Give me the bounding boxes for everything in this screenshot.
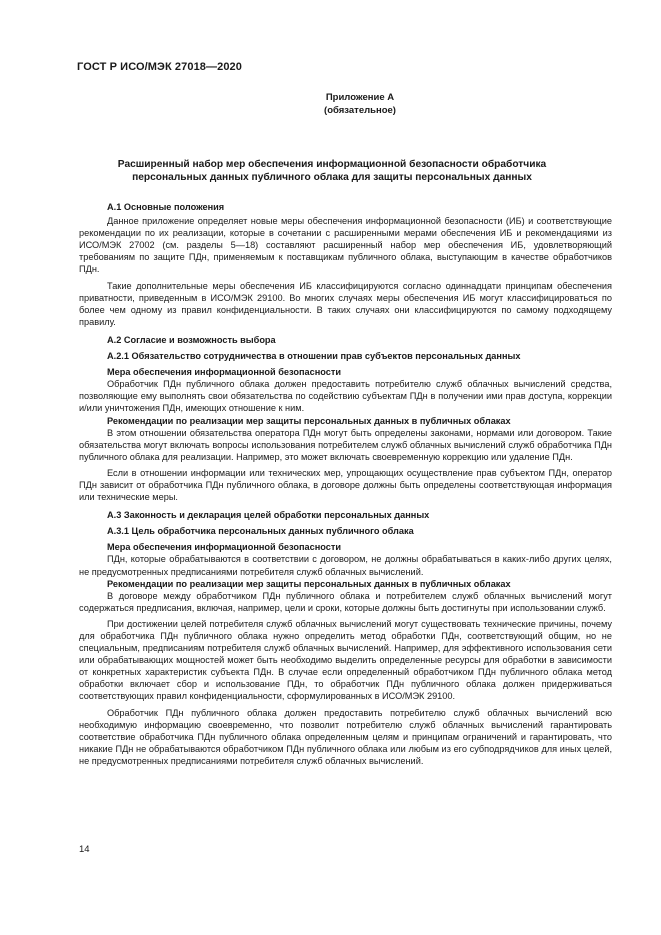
section-a31-paragraph-2: В договоре между обработчиком ПДн публичного облака и потребителем служб облачных вычислений могут содержаться предписания, включая, например, цели и сроки, которые должны быть достигнуты при использовании служб. [79, 590, 612, 613]
annex-heading [200, 92, 520, 117]
section-a31-paragraph-4: Обработчик ПДн публичного облака должен предоставить потребителю служб облачных вычислений всю необходимую информацию своевременно, что позволит потребителю служб облачных вычислений гарантировать соответствие обработчика ПДн публичного облака определенным целям и принципам ограничений и гарантировать, что никакие ПДн не обрабатываются обработчиком ПДн публичного облака или любым из его субподрядчиков для иных целей, не предусмотренных предписаниями потребителя служб облачных вычислений. [79, 707, 612, 766]
section-a21-paragraph-3: Если в отношении информации или технических мер, упрощающих осуществление прав субъектом ПДн, оператор ПДн зависит от обработчика ПДн публичного облака, в договоре должны быть определены соответствующая информация или технические меры. [79, 467, 612, 503]
section-a2-heading: А.2 Согласие и возможность выбора [107, 334, 276, 345]
section-a21-measure-label: Мера обеспечения информационной безопасности [107, 367, 342, 378]
section-a31-recommendations-label: Рекомендации по реализации мер защиты персональных данных в публичных облаках [107, 578, 511, 589]
section-a21-heading: А.2.1 Обязательство сотрудничества в отношении прав субъектов персональных данных [107, 351, 521, 362]
page-number: 14 [79, 844, 90, 855]
section-a31-measure-label: Мера обеспечения информационной безопасности [107, 542, 342, 553]
annex-title-line-2: персональных данных публичного облака для защиты персональных данных [132, 172, 532, 183]
section-a21-paragraph-1: Обработчик ПДн публичного облака должен предоставить потребителю служб облачных вычислений средства, позволяющие ему выполнять свои обязательства по содействию субъектам ПДн в получении ими прав доступа, коррекции и/или уничтожения ПДн, имеющих отношение к ним. [79, 379, 612, 414]
annex-title [92, 158, 572, 184]
section-a31-paragraph-1: ПДн, которые обрабатываются в соответствии с договором, не должны обрабатываться в каких-либо других целях, не предусмотренных предписаниями потребителя служб облачных вычислений. [79, 554, 612, 577]
section-a21-paragraph-2: В этом отношении обязательства оператора ПДн могут быть определены законами, нормами или договором. Такие обязательства могут включать вопросы использования потребителем служб облачных вычислений служб обработчика ПДн публичного облака для реализации. Например, это может включать своевременную коррекцию или удаление ПДн. [79, 427, 612, 462]
standard-title: ГОСТ Р ИСО/МЭК 27018—2020 [77, 61, 242, 73]
section-a21-recommendations-label: Рекомендации по реализации мер защиты персональных данных в публичных облаках [107, 415, 511, 426]
annex-title-line-1: Расширенный набор мер обеспечения информационной безопасности обработчика [117, 159, 547, 170]
section-a3-heading: А.3 Законность и декларация целей обработки персональных данных [107, 510, 430, 521]
annex-body [79, 201, 612, 767]
annex-status: (обязательное) [324, 104, 396, 116]
section-a31-heading: А.3.1 Цель обработчика персональных данных публичного облака [107, 526, 414, 537]
section-a1-paragraph-2: Такие дополнительные меры обеспечения ИБ классифицируются согласно одиннадцати принципам обеспечения приватности, приведенным в ИСО/МЭК 29100. Во многих случаях меры обеспечения ИБ могут классифицироваться по более чем одному из правил конфиденциальности. В таких случаях они классифицируются по самому подходящему правилу. [79, 280, 612, 327]
section-a1-paragraph-1: Данное приложение определяет новые меры обеспечения информационной безопасности (ИБ) и соответствующие рекомендации по их реализации, которые в сочетании с расширенными мерами обеспечения ИБ и рекомендациями из ИСО/МЭК 27002 (см. разделы 5—18) составляют расширенный набор мер обеспечения ИБ, удовлетворяющий требованиям по защите ПДн, применяемым к поставщикам публичного облака, выступающим в качестве обработчиков ПДн. [79, 216, 612, 275]
annex-label: Приложение А [325, 92, 395, 103]
section-a31-paragraph-3: При достижении целей потребителя служб облачных вычислений могут существовать технические причины, почему для обработчика ПДн публичного облака нужно определить метод обработки ПДн, соответствующий общим, но не специальным, предписаниям потребителя служб облачных вычислений. Например, для эффективного использования сети или обрабатывающих мощностей может быть необходимо выделить определенные ресурсы для обработки в зависимости от конкретных характеристик субъекта ПДн. В случае если определенный обработчиком ПДн публичного облака метод обработки включает сбор и использование ПДн, то обработчик ПДн публичного облака должен придерживаться соответствующих правил конфиденциальности, сформулированных в ИСО/МЭК 29100. [79, 618, 612, 702]
section-a1-heading: А.1 Основные положения [107, 202, 225, 212]
